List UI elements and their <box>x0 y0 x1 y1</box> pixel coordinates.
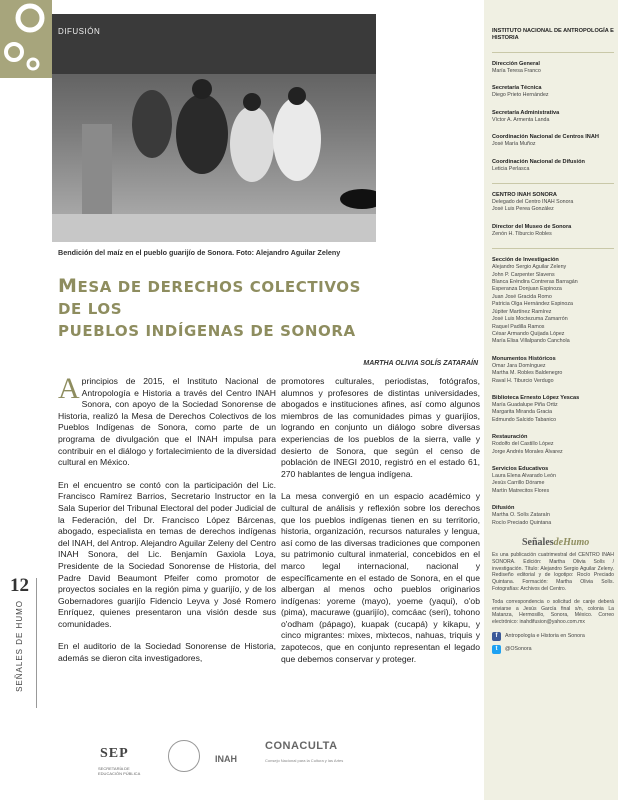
article-photo <box>52 14 376 242</box>
credit-name: Esperanza Donjuan Espinoza <box>492 286 562 293</box>
credit-name: Víctor A. Armenta Landa <box>492 116 550 123</box>
credit-name: Jesús Carrillo Dórame <box>492 480 545 487</box>
credit-name: José Luis Moctezuma Zamarrón <box>492 316 568 323</box>
credit-name: Zenón H. Tiburcio Robles <box>492 230 552 237</box>
credit-name: Rodolfo del Castillo López <box>492 441 554 448</box>
credit-group <box>492 466 614 495</box>
credit-heading: Biblioteca Ernesto López Yescas <box>492 394 580 401</box>
article-author: MARTHA OLIVIA SOLÍS ZATARAÍN <box>363 360 478 367</box>
inah-logo: INAH <box>215 754 237 764</box>
credit-name: Leticia Perlasca <box>492 165 530 172</box>
credit-name: Juan José Gracida Romo <box>492 293 552 300</box>
credit-name: Edmundo Salcido Tabanico <box>492 416 557 423</box>
credit-group <box>492 257 614 345</box>
credit-group <box>492 395 614 424</box>
credit-name: José María Muñoz <box>492 141 536 148</box>
credit-heading: Coordinación Nacional de Centros INAH <box>492 134 599 141</box>
credit-heading: Servicios Educativos <box>492 465 549 472</box>
conaculta-subtitle: Consejo Nacional para la Cultura y las Artes <box>265 758 344 763</box>
text-column-1 <box>58 372 276 676</box>
paragraph: En el auditorio de la Sociedad Sonorense de Historia, además se dieron cita investigadores, <box>58 641 276 664</box>
facebook-link[interactable]: f Antropología e Historia en Sonora <box>492 632 614 641</box>
credits-list <box>492 28 614 654</box>
credit-heading: Dirección General <box>492 61 540 67</box>
paragraph: La mesa convergió en un espacio académico y cultural de análisis y reflexión sobre los derechos que los pueblos indígenas tienen en su territorio, historia, organización, recursos naturales y lengua, así como de las diversas tradiciones que componen su patrimonio cultural inmaterial, concebidos en el marco legal internacional, nacional y específicamente en el estado de Sonora, en el que albergan al menos ocho pueblos originarios indígenas: yoreme (mayo), yoeme (yaqui), o'ob (pima), macurawe (guarijío), comcáac (seri), tohono o'odham (pápago), kuapak (cucapá) y kikapu, y cinco migrantes: mixes, mixtecos, nahuas, triquis y zapotecos, que en conjunto representan el legado que debemos conservar y proteger. <box>281 491 480 664</box>
credit-name: Rocío Preciado Quintana <box>492 519 552 526</box>
credit-group <box>492 356 614 385</box>
credit-name: María Teresa Franco <box>492 68 541 74</box>
credit-name: Margarita Miranda Gracia <box>492 409 553 416</box>
credit-name: Martha M. Robles Baldenegro <box>492 370 563 377</box>
credit-name: Laura Elena Alvarado León <box>492 472 556 479</box>
credit-name: Martha O. Solís Zataraín <box>492 512 550 519</box>
credit-group <box>492 505 614 527</box>
credit-name: John P. Carpenter Slavens <box>492 271 555 278</box>
credit-name: Jorge Andrés Morales Álvarez <box>492 448 563 455</box>
credit-heading: Restauración <box>492 434 528 441</box>
credit-name: Júpiter Martínez Ramírez <box>492 308 552 315</box>
credit-name: Delegado del Centro INAH Sonora <box>492 199 574 206</box>
credit-name: María Guadalupe Piña Ortiz <box>492 401 558 408</box>
credit-group <box>492 224 614 238</box>
credit-name: Omar Jara Domínguez <box>492 362 546 369</box>
credit-name: Martín Matrecitos Flores <box>492 487 550 494</box>
credit-group <box>492 85 614 99</box>
divider <box>492 183 614 184</box>
facebook-icon: f <box>492 632 501 641</box>
page-number: 12 <box>10 575 29 596</box>
credit-heading: Difusión <box>492 505 515 512</box>
credit-group <box>492 192 614 214</box>
drop-cap: A <box>58 372 80 405</box>
paragraph: En el encuentro se contó con la participación del Lic. Francisco Ramírez Barrios, Secretario Instructor en la Sala Superior del Tribunal Electoral del poder Judicial de la Federación, del Dr. Francisco López Bárcenas, abogado, especialista en temas de derechos indígenas del INAH, del Antrop. Alejandro Aguilar Zeleny del Centro INAH Sonora, del Lic. Benjamín Gaxiola Loya, Presidente de la Sociedad Sonorense de Historia, del Padre David Beaumont Pfeifer como promotor de proyectos sociales en la región pima y guarijío, y de los Gobernadores guarijío Fidencio Leyva y José Romero Enríquez, quienes presentaron una visión desde sus comunidades. <box>58 479 276 629</box>
paragraph: promotores culturales, periodistas, fotógrafos, alumnos y profesores de distintas universidades, abogados e instituciones afines, así como algunos miembros de las comunidades pimas y guarijíos, logrando en conjunto un diálogo sobre diversas experiencias de los pueblos de la sierra, valle y desierto de Sonora, que según el censo de población de INEGI 2010, registró en el estado 61, 270 hablantes de lengua indígena. <box>281 376 480 479</box>
text-column-2 <box>281 376 480 676</box>
credit-heading: Secretaría Administrativa <box>492 109 560 116</box>
sep-logo: SEP <box>100 746 129 761</box>
credit-name: Patricia Olga Hernández Espinoza <box>492 301 573 308</box>
credit-heading: Sección de Investigación <box>492 257 559 264</box>
credits-sidebar <box>484 0 618 800</box>
footer-logos <box>60 740 480 790</box>
credit-group <box>492 159 614 173</box>
credit-group <box>492 110 614 124</box>
title-line-1: ESA DE DERECHOS COLECTIVOS DE LOS <box>58 278 362 318</box>
twitter-link[interactable]: t @OSonora <box>492 645 614 654</box>
title-initial: M <box>58 275 78 297</box>
credit-name: Raquel Padilla Ramos <box>492 323 545 330</box>
conaculta-logo: CONACULTA <box>265 740 338 752</box>
divider <box>492 52 614 53</box>
credit-name: José Luis Perea González <box>492 206 554 213</box>
section-tag: DIFUSIÓN <box>58 27 101 36</box>
title-line-2: PUEBLOS INDÍGENAS DE SONORA <box>58 322 356 340</box>
credit-name: Raval H. Tiburcio Verdugo <box>492 377 554 384</box>
credit-name: María Elisa Villalpando Canchola <box>492 338 570 345</box>
magazine-name-vertical: SEÑALES DE HUMO <box>15 600 24 692</box>
credit-name: Diego Prieto Hernández <box>492 92 549 99</box>
credit-name: Blanca Eréndira Contreras Barragán <box>492 279 578 286</box>
magazine-corner-logo <box>0 0 52 78</box>
credit-name: César Armando Quijada López <box>492 330 565 337</box>
article-title <box>58 275 378 342</box>
paragraph: Aprincipios de 2015, el Instituto Nacional de Antropología e Historia a través del Centro INAH Sonora, con apoyo de la Sociedad Sonorense de Historia, realizó la Mesa de Derechos Colectivos de los Pueblos Indígenas de Sonora, como parte de un programa de divulgación que el INAH impulsa para contribuir en el diálogo y fortalecimiento de la diversidad cultural en México. <box>58 372 276 468</box>
credit-heading: CENTRO INAH SONORA <box>492 192 557 199</box>
photo-caption: Bendición del maíz en el pueblo guarijío de Sonora. Foto: Alejandro Aguilar Zeleny <box>58 248 341 257</box>
credit-name: Alejandro Sergio Aguilar Zeleny <box>492 264 567 271</box>
credit-heading: Secretaría Técnica <box>492 85 542 92</box>
credit-group <box>492 28 614 42</box>
publication-info: Es una publicación cuatrimestral del CENTRO INAH SONORA. Edición: Martha Olivia Solís / investigación. Título: Alejandro Sergio Aguilar Zeleny. Rediseño editorial y de logotipo: Rocío Preciado Quintana. Formación: Martha Olivia Solís. Fotografías: Archivos del Centro. <box>492 552 614 592</box>
divider <box>492 248 614 249</box>
credit-group <box>492 134 614 148</box>
publication-info: Toda correspondencia o solicitud de canje deberá enviarse a Jesús García final s/n, colonia La Matanza, Hermosillo, Sonora, México. Correo electrónico: inahdifusion@yahoo.com.mx <box>492 598 614 626</box>
senales-de-humo-logo: SeñalesdeHumo <box>522 537 590 548</box>
credit-heading: Coordinación Nacional de Difusión <box>492 158 585 165</box>
credit-group <box>492 434 614 456</box>
page-number-rule <box>36 578 37 708</box>
twitter-icon: t <box>492 645 501 654</box>
credit-group <box>492 61 614 75</box>
credit-heading: Director del Museo de Sonora <box>492 223 572 230</box>
credit-heading: INSTITUTO NACIONAL DE ANTROPOLOGÍA E HISTORIA <box>492 28 614 41</box>
sep-subtitle: SECRETARÍA DE EDUCACIÓN PÚBLICA <box>98 766 141 776</box>
credit-heading: Monumentos Históricos <box>492 355 556 362</box>
national-seal-icon <box>168 740 200 772</box>
